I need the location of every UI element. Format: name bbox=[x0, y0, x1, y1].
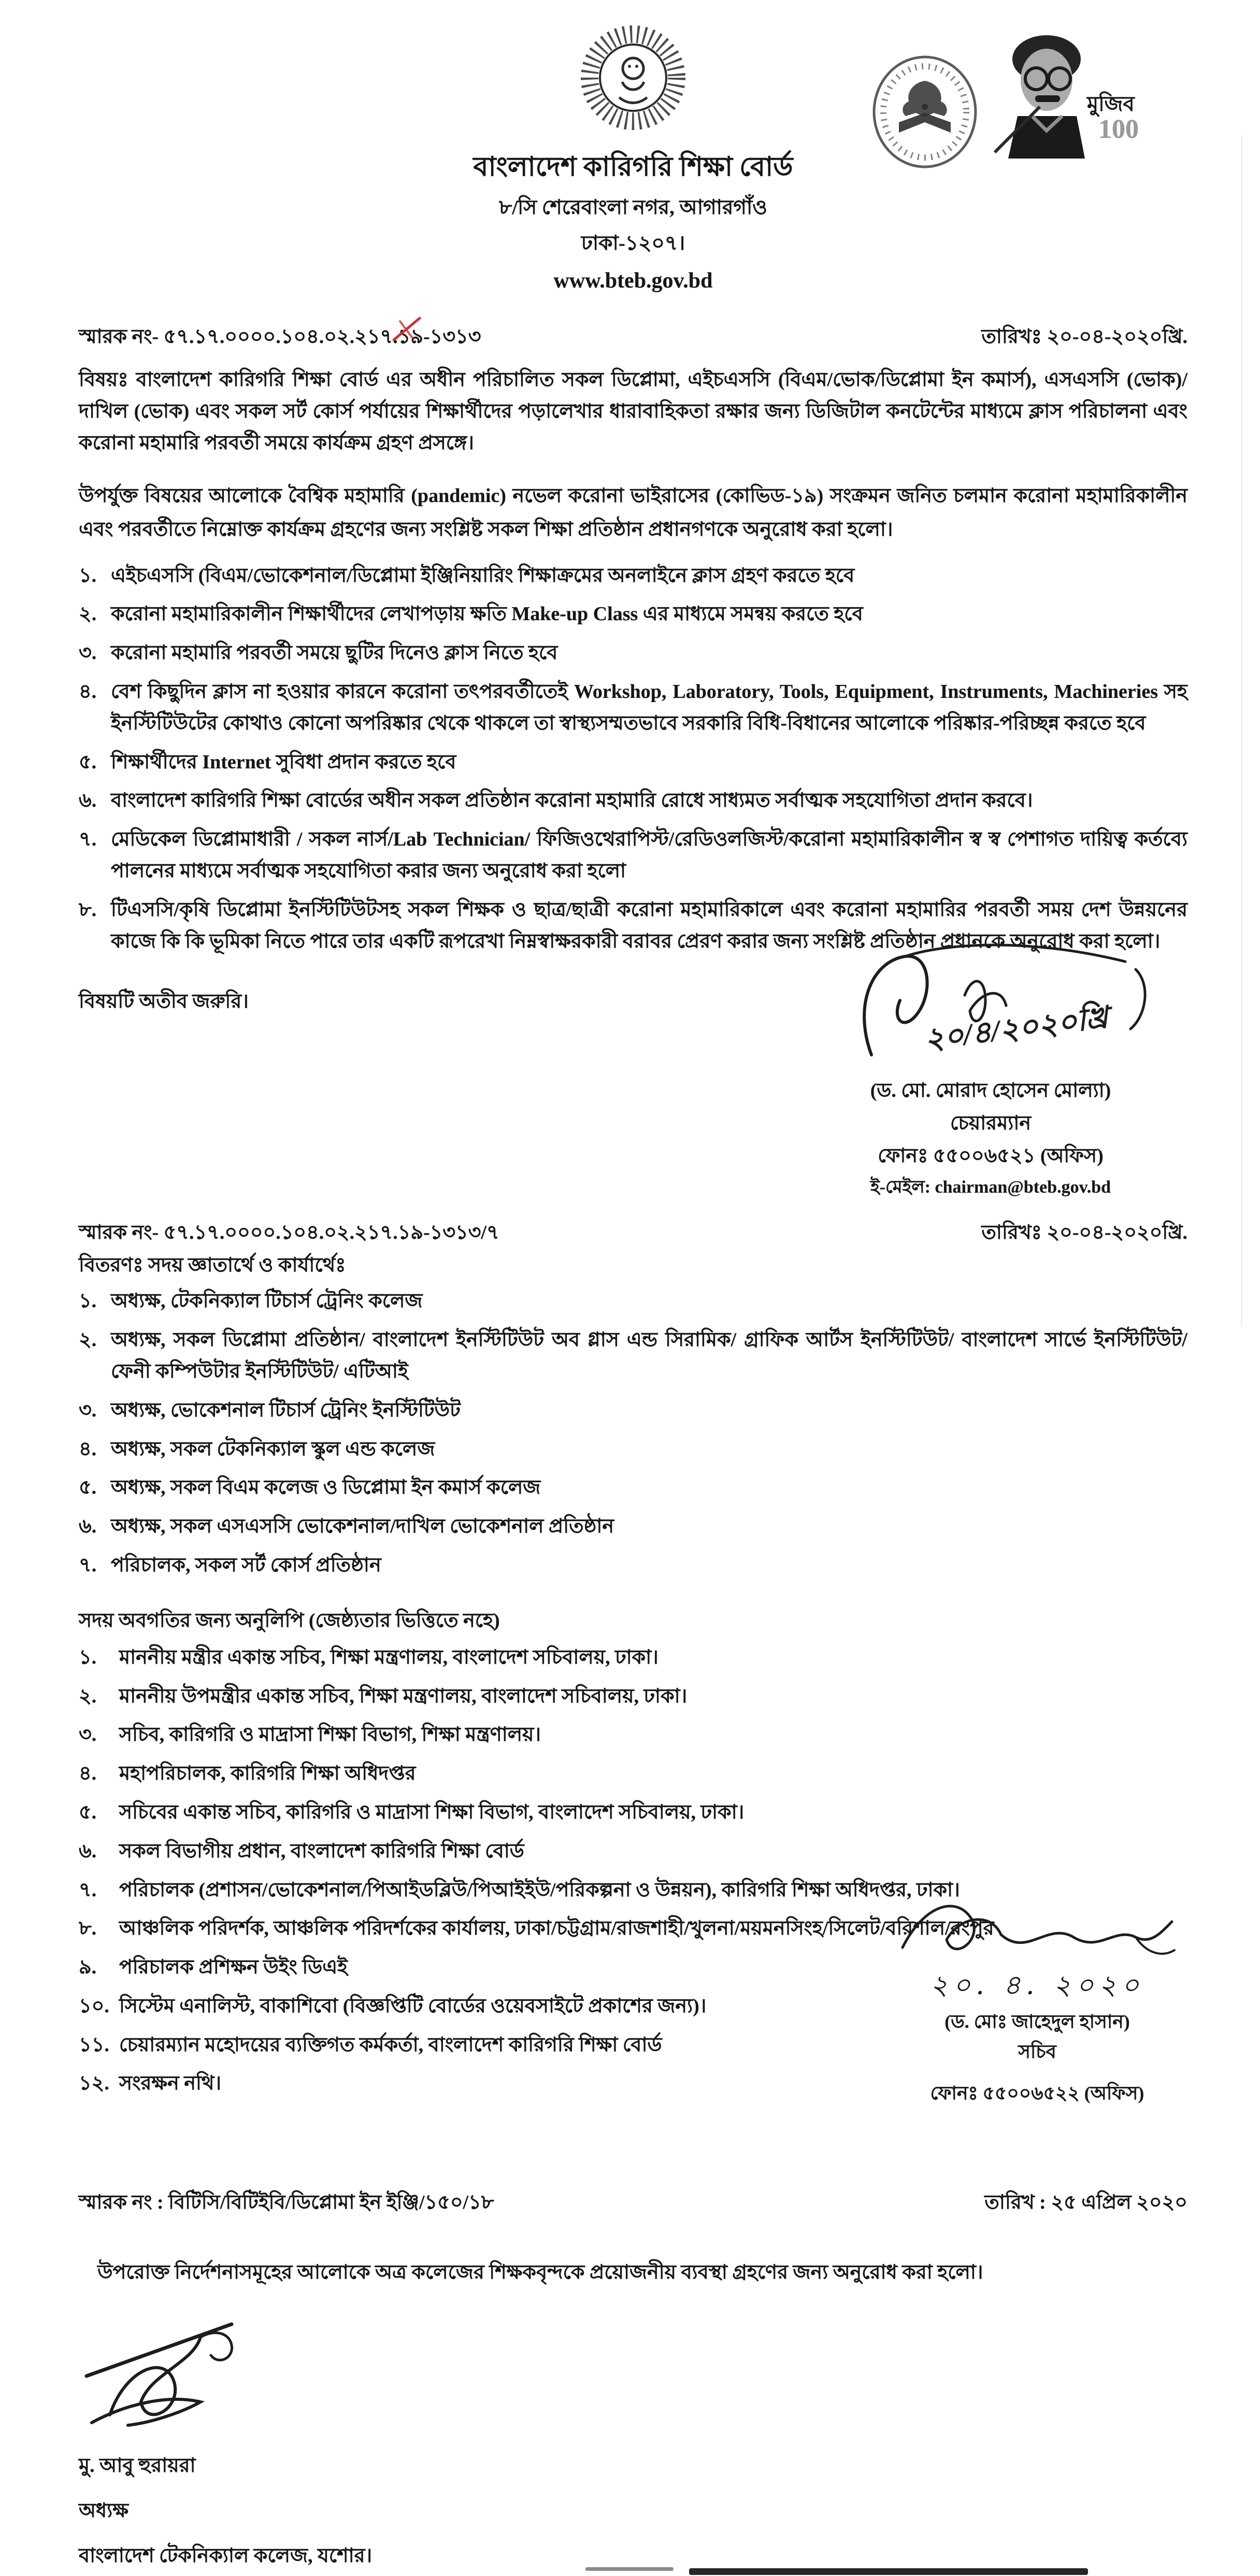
item-text: মেডিকেল ডিপ্লোমাধারী / সকল নার্স/Lab Technician/ ফিজিওথেরাপিস্ট/রেডিওলজিস্ট/করোনা মহামারিকালীন স্ব স্ব পেশাগত দায়িত্ব কর্তব্যে পালনের মাধ্যমে সর্বাত্মক সহযোগিতা করার জন্য অনুরোধ করা হলো bbox=[111, 828, 1187, 882]
forwarding-note: উপরোক্ত নির্দেশনাসমূহের আলোকে অত্র কলেজের শিক্ষকবৃন্দকে প্রয়োজনীয় ব্যবস্থা গ্রহণের জন্য অনুরোধ করা হলো। bbox=[97, 2261, 983, 2283]
list-item bbox=[79, 1642, 1187, 1673]
item-text: শিক্ষার্থীদের Internet সুবিধা প্রদান করতে হবে bbox=[111, 751, 456, 773]
org-website: www.bteb.gov.bd bbox=[553, 269, 713, 293]
list-item bbox=[79, 598, 1187, 630]
sunburst-emblem-icon bbox=[568, 15, 698, 144]
item-number: ৫. bbox=[79, 1477, 97, 1499]
chairman-name: (ড. মো. মোরাদ হোসেন মোল্যা) bbox=[870, 1080, 1111, 1102]
memo-date-1: তারিখঃ ২০-০৪-২০২০খ্রি. bbox=[981, 326, 1187, 348]
list-item bbox=[79, 1511, 1187, 1542]
item-number: ২. bbox=[79, 603, 97, 625]
list-item bbox=[79, 1285, 1187, 1317]
item-number: ৭. bbox=[79, 1879, 97, 1901]
secretary-phone: ফোনঃ ৫৫০০৬৫২২ (অফিস) bbox=[930, 2082, 1144, 2103]
urgent-note: বিষয়টি অতীব জরুরি। bbox=[79, 991, 249, 1013]
secretary-name: (ড. মোঃ জাহেদুল হাসান) bbox=[944, 2011, 1130, 2032]
list-item bbox=[79, 637, 1187, 669]
scan-smudge-artifact bbox=[689, 2568, 1088, 2575]
item-text: সিস্টেম এনালিস্ট, বাকাশিবো (বিজ্ঞপ্তিটি বোর্ডের ওয়েবসাইটে প্রকাশের জন্য)। bbox=[119, 1995, 707, 2017]
item-text: অধ্যক্ষ, সকল বিএম কলেজ ও ডিপ্লোমা ইন কমার্স কলেজ bbox=[111, 1477, 541, 1499]
org-address-line2: ঢাকা-১২০৭। bbox=[581, 232, 685, 254]
subject-paragraph: বিষয়ঃ বাংলাদেশ কারিগরি শিক্ষা বোর্ড এর অধীন পরিচালিত সকল ডিপ্লোমা, এইচএসসি (বিএম/ভোক/ডিপ্লোমা ইন কমার্স), এসএসসি (ভোক)/দাখিল (ভোক) এবং সকল সর্ট কোর্স পর্যায়ের শিক্ষার্থীদের পড়ালেখার ধারাবাহিকতা রক্ষার জন্য ডিজিটাল কনটেন্টের মাধ্যমে ক্লাস পরিচালনা এবং করোনা মহামারি পরবর্তী সময়ে কার্যক্রম গ্রহণ প্রসঙ্গে। bbox=[79, 369, 1187, 454]
item-number: ৪. bbox=[79, 1763, 97, 1785]
item-number: ৫. bbox=[79, 751, 97, 773]
item-number: ৬. bbox=[79, 1515, 97, 1538]
principal-signature-block bbox=[79, 2306, 1187, 2571]
principal-name: মু. আবু হুরায়রা bbox=[79, 2454, 196, 2477]
item-number: ৭. bbox=[79, 1554, 97, 1576]
item-text: করোনা মহামারিকালীন শিক্ষার্থীদের লেখাপড়ায় ক্ষতি Make-up Class এর মাধ্যমে সমন্বয় করতে হবে bbox=[111, 603, 863, 625]
org-address-line1: ৮/সি শেরেবাংলা নগর, আগারগাঁও bbox=[499, 196, 767, 219]
item-text: টিএসসি/কৃষি ডিপ্লোমা ইনস্টিটিউটসহ সকল শিক্ষক ও ছাত্র/ছাত্রী করোনা মহামারিকালে এবং করোনা মহামারির পরবর্তী সময় দেশ উন্নয়নের কাজে কি কি ভূমিকা নিতে পারে তার একটি রূপরেখা নিম্নস্বাক্ষরকারী বরাবর প্রেরণ করার জন্য সংশ্লিষ্ট প্রতিষ্ঠান প্রধানকে অনুরোধ করা হলো। bbox=[111, 898, 1187, 952]
memo-row-1 bbox=[79, 322, 1187, 352]
list-item bbox=[79, 1797, 1187, 1828]
item-text: বেশ কিছুদিন ক্লাস না হওয়ার কারনে করোনা তৎপরবর্তীতেই Workshop, Laboratory, Tools, Equipment, Instruments, Machineries সহ ইনস্টিটিউটের কোথাও কোনো অপরিষ্কার থেকে থাকলে তা স্বাস্থ্যসম্মতভাবে সরকারি বিধি-বিধানের আলোকে পরিষ্কার-পরিচ্ছন্ন করতে হবে bbox=[111, 680, 1187, 734]
chairman-signature-icon bbox=[809, 933, 1172, 1073]
list-item bbox=[79, 824, 1187, 887]
distribution-heading: বিতরণঃ সদয় জ্ঞাতার্থে ও কার্যার্থেঃ bbox=[79, 1254, 346, 1277]
item-text: সংরক্ষন নথি। bbox=[119, 2072, 222, 2095]
list-item bbox=[79, 560, 1187, 592]
item-number: ৩. bbox=[79, 1724, 97, 1746]
item-number: ৭. bbox=[79, 828, 97, 851]
item-text: মহাপরিচালক, কারিগরি শিক্ষা অধিদপ্তর bbox=[119, 1763, 416, 1785]
round-institution-seal bbox=[866, 51, 985, 184]
intro-paragraph: উপর্যুক্ত বিষয়ের আলোকে বৈশ্বিক মহামারি (pandemic) নভেল করোনা ভাইরাসের (কোভিড-১৯) সংক্রমন জনিত চলমান করোনা মহামারিকালীন এবং পরবর্তীতে নিম্নোক্ত কার্যক্রম গ্রহণের জন্য সংশ্লিষ্ট সকল শিক্ষা প্রতিষ্ঠান প্রধানগণকে অনুরোধ করা হলো। bbox=[79, 485, 1187, 540]
scan-edge-artifact bbox=[1241, 135, 1242, 1326]
item-number: ১. bbox=[79, 1646, 97, 1668]
list-item bbox=[79, 1758, 1187, 1790]
item-text: বাংলাদেশ কারিগরি শিক্ষা বোর্ডের অধীন সকল প্রতিষ্ঠান করোনা মহামারি রোধে সাধ্যমত সর্বাত্মক সহযোগিতা প্রদান করবে। bbox=[111, 790, 1033, 812]
chairman-phone: ফোনঃ ৫৫০০৬৫২১ (অফিস) bbox=[878, 1145, 1104, 1167]
item-text: অধ্যক্ষ, টেকনিক্যাল টিচার্স ট্রেনিং কলেজ bbox=[111, 1290, 423, 1312]
secretary-title: সচিব bbox=[1018, 2041, 1056, 2062]
memo-date-2: তারিখঃ ২০-০৪-২০২০খ্রি. bbox=[981, 1222, 1187, 1244]
item-number: ৫. bbox=[79, 1801, 97, 1823]
scan-smudge-artifact bbox=[585, 2567, 674, 2571]
directives-list bbox=[79, 560, 1187, 957]
memo-number-2: স্মারক নং- ৫৭.১৭.০০০০.১০৪.০২.২১৭.১৯-১৩১৩/৭ bbox=[79, 1222, 499, 1244]
item-text: অধ্যক্ষ, সকল টেকনিক্যাল স্কুল এন্ড কলেজ bbox=[111, 1438, 435, 1460]
distribution-list bbox=[79, 1285, 1187, 1581]
chairman-signature-block bbox=[794, 933, 1187, 1200]
item-number: ১. bbox=[79, 1290, 97, 1312]
round-seal-icon bbox=[866, 51, 985, 175]
chairman-handwritten-date: ২০/৪/২০২০খ্রি bbox=[922, 1000, 1110, 1057]
memo-number-3: স্মারক নং : বিটিসি/বিটিইবি/ডিপ্লোমা ইন ইঞ্জি/১৫০/১৮ bbox=[79, 2191, 494, 2213]
secretary-signature-icon bbox=[892, 1885, 1182, 1973]
list-item bbox=[79, 785, 1187, 817]
list-item bbox=[79, 1434, 1187, 1465]
list-item bbox=[79, 1472, 1187, 1504]
copies-heading: সদয় অবগতির জন্য অনুলিপি (জেষ্ঠ্যতার ভিত্তিতে নহে) bbox=[79, 1609, 500, 1632]
item-text: এইচএসসি (বিএম/ভোকেশনাল/ডিপ্লোমা ইঞ্জিনিয়ারিং শিক্ষাক্রমের অনলাইনে ক্লাস গ্রহণ করতে হবে bbox=[111, 564, 855, 586]
item-text: মাননীয় উপমন্ত্রীর একান্ত সচিব, শিক্ষা মন্ত্রণালয়, বাংলাদেশ সচিবালয়, ঢাকা। bbox=[119, 1685, 688, 1707]
item-text: সচিব, কারিগরি ও মাদ্রাসা শিক্ষা বিভাগ, শিক্ষা মন্ত্রণালয়। bbox=[119, 1724, 541, 1746]
item-number: ৩. bbox=[79, 642, 97, 664]
item-number: ১১. bbox=[79, 2034, 109, 2056]
item-number: ২. bbox=[79, 1329, 97, 1351]
mujib-portrait-icon bbox=[985, 29, 1141, 159]
list-item bbox=[79, 1395, 1187, 1426]
list-item bbox=[79, 1681, 1187, 1712]
item-number: ৮. bbox=[79, 898, 97, 921]
memo-date-3: তারিখ : ২৫ এপ্রিল ২০২০ bbox=[984, 2191, 1187, 2213]
principal-title: অধ্যক্ষ bbox=[79, 2499, 129, 2522]
item-text: পরিচালক প্রশিক্ষন উইং ডিএই bbox=[119, 1956, 348, 1979]
list-item bbox=[79, 1719, 1187, 1751]
item-text: সচিবের একান্ত সচিব, কারিগরি ও মাদ্রাসা শিক্ষা বিভাগ, বাংলাদেশ সচিবালয়, ঢাকা। bbox=[119, 1801, 744, 1823]
secretary-signature-block bbox=[882, 1885, 1193, 2107]
item-number: ৮. bbox=[79, 1917, 97, 1940]
item-text: সকল বিভাগীয় প্রধান, বাংলাদেশ কারিগরি শিক্ষা বোর্ড bbox=[119, 1840, 524, 1862]
list-item bbox=[79, 1550, 1187, 1581]
item-number: ১২. bbox=[79, 2072, 109, 2095]
mujib-100-text: 100 bbox=[1098, 115, 1139, 144]
item-text: করোনা মহামারি পরবর্তী সময়ে ছুটির দিনেও ক্লাস নিতে হবে bbox=[111, 642, 558, 664]
list-item bbox=[79, 1324, 1187, 1387]
item-number: ৬. bbox=[79, 790, 97, 812]
memo-row-3 bbox=[79, 2188, 1187, 2217]
list-item bbox=[79, 747, 1187, 778]
chairman-email: ই-মেইল: chairman@bteb.gov.bd bbox=[870, 1178, 1111, 1197]
item-number: ১০. bbox=[79, 1995, 109, 2017]
item-text: মাননীয় মন্ত্রীর একান্ত সচিব, শিক্ষা মন্ত্রণালয়, বাংলাদেশ সচিবালয়, ঢাকা। bbox=[119, 1646, 658, 1668]
item-number: ১. bbox=[79, 564, 97, 586]
item-text: অধ্যক্ষ, সকল এসএসসি ভোকেশনাল/দাখিল ভোকেশনাল প্রতিষ্ঠান bbox=[111, 1515, 614, 1538]
item-text: পরিচালক, সকল সর্ট কোর্স প্রতিষ্ঠান bbox=[111, 1554, 381, 1576]
item-number: ২. bbox=[79, 1685, 97, 1707]
mujib-logo-text: মুজিব bbox=[1087, 92, 1135, 116]
principal-org: বাংলাদেশ টেকনিক্যাল কলেজ, যশোর। bbox=[79, 2544, 373, 2567]
item-text: অধ্যক্ষ, ভোকেশনাল টিচার্স ট্রেনিং ইনস্টিটিউট bbox=[111, 1399, 461, 1421]
chairman-title: চেয়ারম্যান bbox=[950, 1112, 1032, 1135]
memo-number-1-text: স্মারক নং- ৫৭.১৭.০০০০.১০৪.০২.২১৭.১৯-১৩১৩ bbox=[79, 326, 481, 348]
mujib-100-logo bbox=[985, 29, 1141, 167]
copies-section bbox=[79, 1642, 1187, 2155]
memo-row-2 bbox=[79, 1218, 1187, 1248]
list-item bbox=[79, 676, 1187, 739]
item-text: পরিচালক (প্রশাসন/ভোকেশনাল/পিআইডব্লিউ/পিআইইউ/পরিকল্পনা ও উন্নয়ন), কারিগরি শিক্ষা অধিদপ্তর, ঢাকা। bbox=[119, 1879, 960, 1901]
urgent-chairman-row bbox=[79, 964, 1187, 1200]
letterhead bbox=[79, 15, 1187, 305]
item-text: অধ্যক্ষ, সকল ডিপ্লোমা প্রতিষ্ঠান/ বাংলাদেশ ইনস্টিটিউট অব গ্লাস এন্ড সিরামিক/ গ্রাফিক আর্টস ইনস্টিটিউট/ বাংলাদেশ সার্ভে ইনস্টিটিউট/ ফেনী কম্পিউটার ইনস্টিটিউট/ এটিআই bbox=[111, 1329, 1187, 1382]
item-number: ৪. bbox=[79, 680, 97, 703]
memo-number-1 bbox=[79, 322, 481, 352]
item-text: আঞ্চলিক পরিদর্শক, আঞ্চলিক পরিদর্শকের কার্যালয়, ঢাকা/চট্টগ্রাম/রাজশাহী/খুলনা/ময়মনসিংহ/সিলেট/বরিশাল/রংপুর bbox=[119, 1917, 994, 1940]
item-number: ৬. bbox=[79, 1840, 97, 1862]
principal-signature-icon bbox=[79, 2306, 302, 2436]
item-number: ৯. bbox=[79, 1956, 97, 1979]
org-name: বাংলাদেশ কারিগরি শিক্ষা বোর্ড bbox=[473, 152, 793, 182]
list-item bbox=[79, 1836, 1187, 1867]
item-number: ৪. bbox=[79, 1438, 97, 1460]
item-text: চেয়ারম্যান মহোদয়ের ব্যক্তিগত কর্মকর্তা, বাংলাদেশ কারিগরি শিক্ষা বোর্ড bbox=[119, 2034, 662, 2056]
item-number: ৩. bbox=[79, 1399, 97, 1421]
secretary-handwritten-date: ২০. ৪. ২০২০ bbox=[930, 1969, 1144, 2001]
